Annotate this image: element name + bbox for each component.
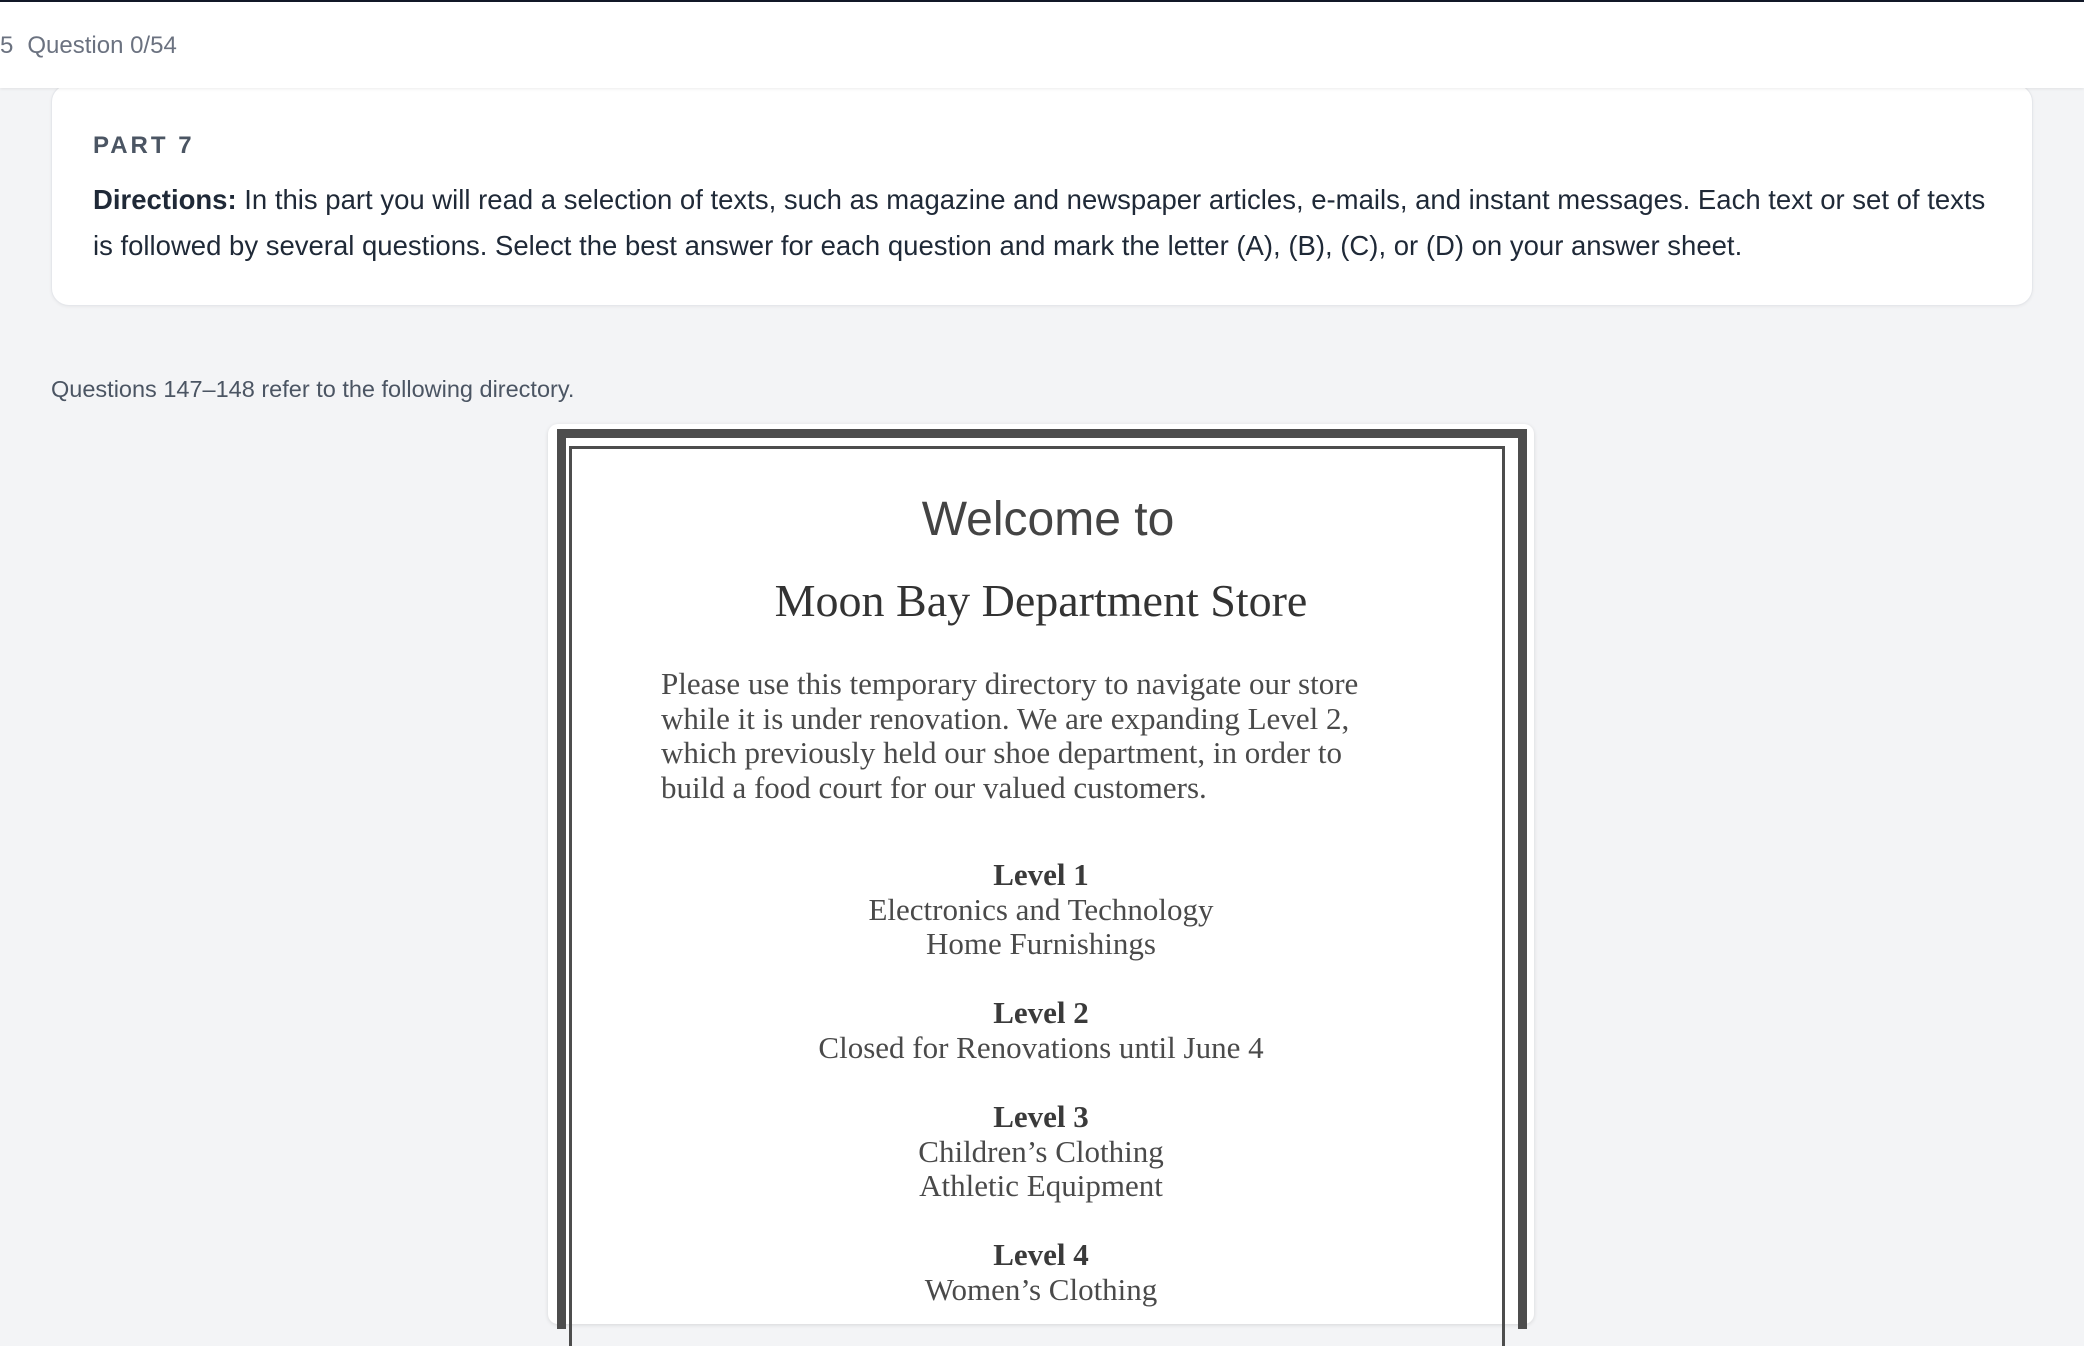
level-item: Children’s Clothing [918,1133,1164,1169]
header-fragment: 5 [0,32,14,59]
level-item: Closed for Renovations until June 4 [818,1029,1264,1065]
question-progress [0,32,177,60]
level-item: Home Furnishings [926,926,1156,961]
intro-line: while it is under renovation. We are expanding Level 2, [661,700,1350,736]
level-1-section [548,858,1534,962]
intro-line: build a food court for our valued customers. [661,769,1207,805]
directions-body: In this part you will read a selection of texts, such as magazine and newspaper articles, e-mails, and instant messages. Each text or set of texts is followed by several questions. Select the best answer for each question and mark the letter (A), (B), (C), or (D) on your answer sheet. [93,184,1986,261]
question-reference: Questions 147–148 refer to the following directory. [51,376,575,402]
question-counter: Question 0/54 [27,32,177,59]
directions-label: Directions: [93,184,237,215]
directions-text [93,177,1993,269]
level-name: Level 2 [993,995,1089,1030]
part-title: PART 7 [93,132,195,159]
store-name: Moon Bay Department Store [774,575,1308,626]
level-item: Women’s Clothing [924,1271,1158,1307]
level-item: Athletic Equipment [919,1168,1163,1203]
directory-image [548,424,1534,1324]
level-name: Level 1 [993,857,1089,892]
level-name: Level 4 [993,1237,1089,1272]
level-4-section [548,1238,1534,1307]
level-item: Electronics and Technology [868,891,1214,927]
intro-line: which previously held our shoe department, in order to [661,735,1342,770]
directions-card [51,84,2033,306]
intro-paragraph [661,667,1451,805]
level-2-section [548,996,1534,1065]
welcome-heading: Welcome to [921,493,1175,546]
top-bar [0,0,2084,88]
level-3-section [548,1100,1534,1204]
level-name: Level 3 [993,1099,1089,1134]
intro-line: Please use this temporary directory to navigate our store [661,666,1359,701]
